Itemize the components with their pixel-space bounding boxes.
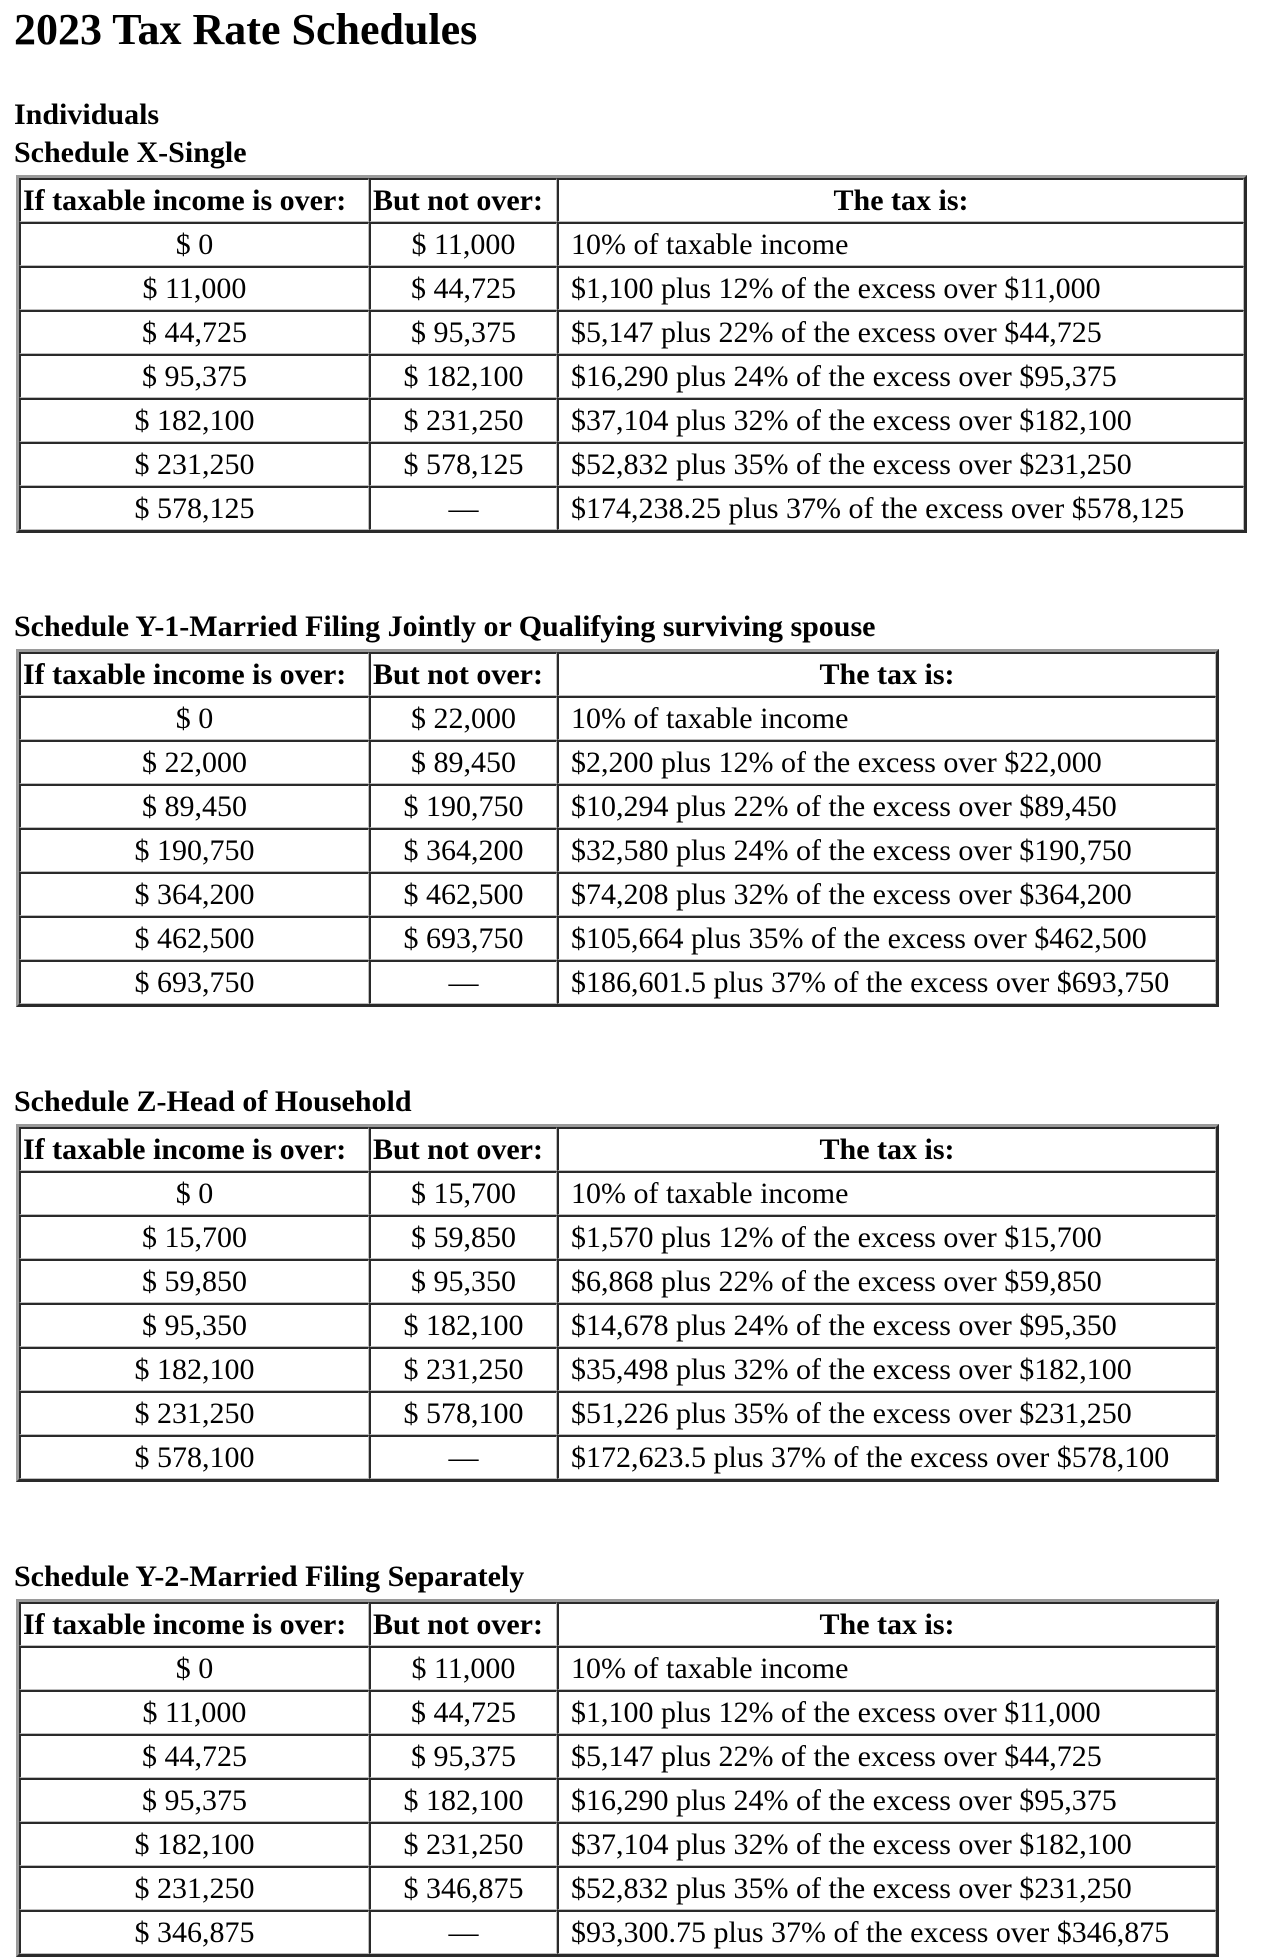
- cell-tax: $74,208 plus 32% of the excess over $364,200: [557, 872, 1216, 916]
- cell-not-over: $ 15,700: [369, 1171, 557, 1215]
- cell-income-over: $ 0: [19, 1646, 369, 1690]
- cell-income-over: $ 182,100: [19, 1822, 369, 1866]
- cell-tax: 10% of taxable income: [557, 1646, 1216, 1690]
- cell-income-over: $ 693,750: [19, 960, 369, 1004]
- cell-income-over: $ 182,100: [19, 1347, 369, 1391]
- schedule-x-table: [16, 175, 1247, 533]
- table-header-row: [19, 178, 1244, 222]
- table-row: [19, 1215, 1216, 1259]
- table-row: [19, 1910, 1216, 1954]
- cell-income-over: $ 462,500: [19, 916, 369, 960]
- cell-not-over: $ 693,750: [369, 916, 557, 960]
- cell-income-over: $ 346,875: [19, 1910, 369, 1954]
- cell-tax: $174,238.25 plus 37% of the excess over $578,125: [557, 486, 1244, 530]
- cell-income-over: $ 59,850: [19, 1259, 369, 1303]
- header-income-over: If taxable income is over:: [19, 1127, 369, 1171]
- cell-income-over: $ 95,350: [19, 1303, 369, 1347]
- cell-tax: $1,570 plus 12% of the excess over $15,700: [557, 1215, 1216, 1259]
- table-row: [19, 784, 1216, 828]
- cell-tax: $5,147 plus 22% of the excess over $44,725: [557, 310, 1244, 354]
- table-row: [19, 960, 1216, 1004]
- table-row: [19, 1435, 1216, 1479]
- table-row: [19, 740, 1216, 784]
- cell-income-over: $ 44,725: [19, 310, 369, 354]
- cell-not-over: $ 59,850: [369, 1215, 557, 1259]
- schedule-y2-table: [16, 1599, 1219, 1957]
- table-row: [19, 354, 1244, 398]
- cell-not-over: —: [369, 1435, 557, 1479]
- cell-not-over: $ 462,500: [369, 872, 557, 916]
- cell-income-over: $ 89,450: [19, 784, 369, 828]
- cell-tax: $52,832 plus 35% of the excess over $231,250: [557, 1866, 1216, 1910]
- table-row: [19, 442, 1244, 486]
- cell-income-over: $ 182,100: [19, 398, 369, 442]
- cell-not-over: $ 231,250: [369, 1347, 557, 1391]
- cell-tax: $35,498 plus 32% of the excess over $182,100: [557, 1347, 1216, 1391]
- cell-not-over: —: [369, 960, 557, 1004]
- header-income-over: If taxable income is over:: [19, 1602, 369, 1646]
- page-title: 2023 Tax Rate Schedules: [14, 5, 478, 54]
- header-not-over: But not over:: [369, 1127, 557, 1171]
- cell-tax: $37,104 plus 32% of the excess over $182,100: [557, 398, 1244, 442]
- schedule-x-title: Schedule X-Single: [14, 136, 247, 169]
- cell-not-over: $ 182,100: [369, 354, 557, 398]
- cell-tax: $1,100 plus 12% of the excess over $11,000: [557, 1690, 1216, 1734]
- cell-income-over: $ 22,000: [19, 740, 369, 784]
- schedule-z-table: [16, 1124, 1219, 1482]
- table-row: [19, 1303, 1216, 1347]
- cell-tax: $93,300.75 plus 37% of the excess over $346,875: [557, 1910, 1216, 1954]
- cell-tax: $6,868 plus 22% of the excess over $59,850: [557, 1259, 1216, 1303]
- header-not-over: But not over:: [369, 652, 557, 696]
- cell-not-over: $ 95,375: [369, 310, 557, 354]
- header-tax-is: The tax is:: [557, 1127, 1216, 1171]
- header-income-over: If taxable income is over:: [19, 178, 369, 222]
- cell-income-over: $ 11,000: [19, 1690, 369, 1734]
- cell-tax: $51,226 plus 35% of the excess over $231,250: [557, 1391, 1216, 1435]
- cell-not-over: $ 578,100: [369, 1391, 557, 1435]
- header-tax-is: The tax is:: [557, 652, 1216, 696]
- cell-not-over: $ 231,250: [369, 1822, 557, 1866]
- table-row: [19, 1866, 1216, 1910]
- table-row: [19, 310, 1244, 354]
- cell-income-over: $ 95,375: [19, 1778, 369, 1822]
- table-row: [19, 1778, 1216, 1822]
- cell-tax: $52,832 plus 35% of the excess over $231,250: [557, 442, 1244, 486]
- cell-income-over: $ 15,700: [19, 1215, 369, 1259]
- table-row: [19, 1259, 1216, 1303]
- cell-income-over: $ 364,200: [19, 872, 369, 916]
- table-row: [19, 398, 1244, 442]
- cell-tax: $32,580 plus 24% of the excess over $190,750: [557, 828, 1216, 872]
- table-row: [19, 1347, 1216, 1391]
- cell-tax: 10% of taxable income: [557, 696, 1216, 740]
- cell-tax: 10% of taxable income: [557, 222, 1244, 266]
- table-row: [19, 1690, 1216, 1734]
- cell-tax: $16,290 plus 24% of the excess over $95,375: [557, 1778, 1216, 1822]
- table-row: [19, 266, 1244, 310]
- cell-tax: $10,294 plus 22% of the excess over $89,450: [557, 784, 1216, 828]
- header-tax-is: The tax is:: [557, 178, 1244, 222]
- cell-income-over: $ 0: [19, 696, 369, 740]
- cell-tax: $2,200 plus 12% of the excess over $22,000: [557, 740, 1216, 784]
- schedule-y2-title: Schedule Y-2-Married Filing Separately: [14, 1560, 525, 1593]
- cell-not-over: $ 95,375: [369, 1734, 557, 1778]
- table-header-row: [19, 652, 1216, 696]
- cell-income-over: $ 0: [19, 1171, 369, 1215]
- schedule-y1-title: Schedule Y-1-Married Filing Jointly or Qualifying surviving spouse: [14, 610, 876, 643]
- cell-not-over: $ 44,725: [369, 1690, 557, 1734]
- cell-tax: $172,623.5 plus 37% of the excess over $578,100: [557, 1435, 1216, 1479]
- cell-not-over: —: [369, 486, 557, 530]
- cell-income-over: $ 231,250: [19, 442, 369, 486]
- cell-not-over: $ 364,200: [369, 828, 557, 872]
- table-row: [19, 1171, 1216, 1215]
- cell-income-over: $ 0: [19, 222, 369, 266]
- cell-tax: $14,678 plus 24% of the excess over $95,350: [557, 1303, 1216, 1347]
- cell-tax: $16,290 plus 24% of the excess over $95,375: [557, 354, 1244, 398]
- table-row: [19, 486, 1244, 530]
- table-row: [19, 1391, 1216, 1435]
- cell-not-over: $ 89,450: [369, 740, 557, 784]
- table-row: [19, 1646, 1216, 1690]
- cell-not-over: $ 190,750: [369, 784, 557, 828]
- cell-not-over: $ 182,100: [369, 1303, 557, 1347]
- cell-income-over: $ 44,725: [19, 1734, 369, 1778]
- table-row: [19, 696, 1216, 740]
- header-income-over: If taxable income is over:: [19, 652, 369, 696]
- cell-not-over: $ 22,000: [369, 696, 557, 740]
- schedule-z-title: Schedule Z-Head of Household: [14, 1085, 412, 1118]
- category-label: Individuals: [14, 98, 160, 131]
- schedule-y1-table: [16, 649, 1219, 1007]
- table-header-row: [19, 1602, 1216, 1646]
- cell-not-over: $ 231,250: [369, 398, 557, 442]
- table-row: [19, 1734, 1216, 1778]
- header-not-over: But not over:: [369, 1602, 557, 1646]
- table-header-row: [19, 1127, 1216, 1171]
- header-tax-is: The tax is:: [557, 1602, 1216, 1646]
- cell-tax: $186,601.5 plus 37% of the excess over $693,750: [557, 960, 1216, 1004]
- cell-not-over: $ 11,000: [369, 1646, 557, 1690]
- cell-income-over: $ 578,125: [19, 486, 369, 530]
- cell-income-over: $ 95,375: [19, 354, 369, 398]
- cell-tax: $5,147 plus 22% of the excess over $44,725: [557, 1734, 1216, 1778]
- cell-income-over: $ 11,000: [19, 266, 369, 310]
- cell-not-over: $ 44,725: [369, 266, 557, 310]
- table-row: [19, 916, 1216, 960]
- cell-income-over: $ 190,750: [19, 828, 369, 872]
- cell-tax: $105,664 plus 35% of the excess over $462,500: [557, 916, 1216, 960]
- cell-not-over: $ 95,350: [369, 1259, 557, 1303]
- cell-not-over: $ 578,125: [369, 442, 557, 486]
- table-row: [19, 1822, 1216, 1866]
- cell-tax: 10% of taxable income: [557, 1171, 1216, 1215]
- cell-income-over: $ 578,100: [19, 1435, 369, 1479]
- cell-income-over: $ 231,250: [19, 1866, 369, 1910]
- cell-not-over: $ 11,000: [369, 222, 557, 266]
- header-not-over: But not over:: [369, 178, 557, 222]
- table-row: [19, 222, 1244, 266]
- cell-income-over: $ 231,250: [19, 1391, 369, 1435]
- cell-tax: $37,104 plus 32% of the excess over $182,100: [557, 1822, 1216, 1866]
- cell-not-over: —: [369, 1910, 557, 1954]
- cell-not-over: $ 346,875: [369, 1866, 557, 1910]
- cell-tax: $1,100 plus 12% of the excess over $11,000: [557, 266, 1244, 310]
- table-row: [19, 828, 1216, 872]
- table-row: [19, 872, 1216, 916]
- cell-not-over: $ 182,100: [369, 1778, 557, 1822]
